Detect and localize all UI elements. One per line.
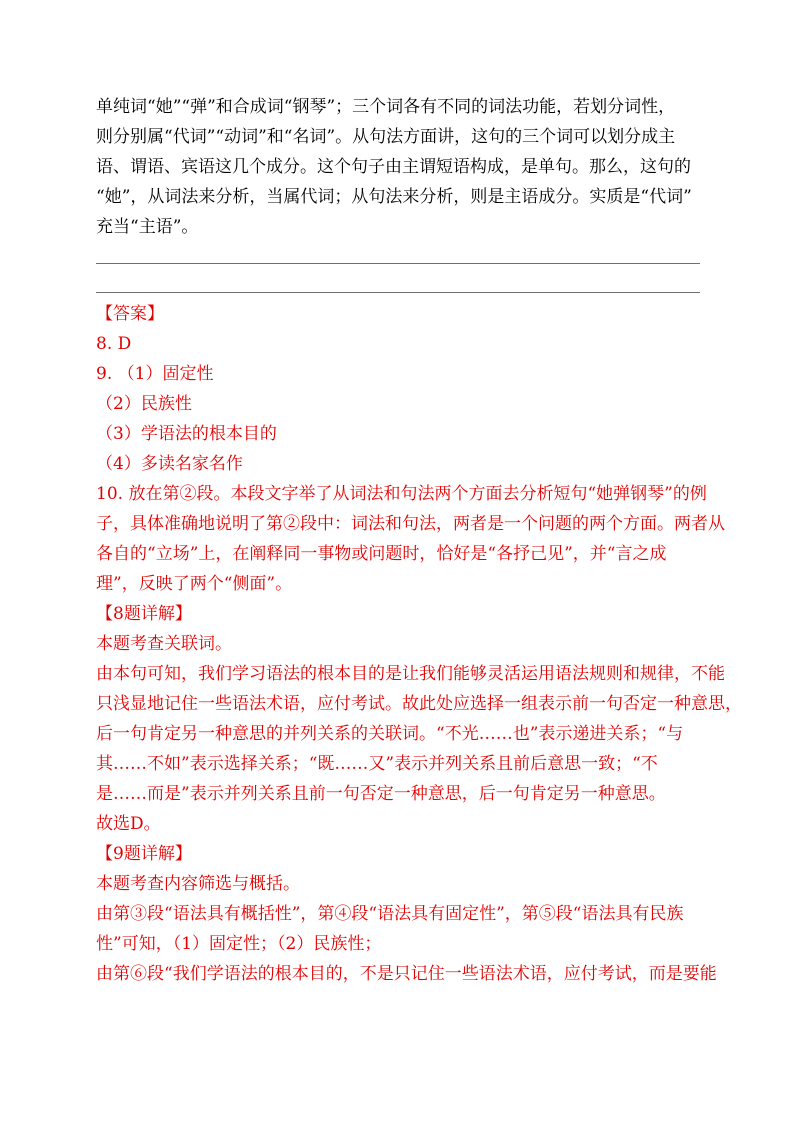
answer-heading: 【答案】 — [96, 304, 164, 324]
q8-line: 只浅显地记住一些语法术语，应付考试。故此处应选择一组表示前一句否定一种意思， — [96, 694, 742, 714]
q8-line: 其……不如”表示选择关系；“既……又”表示并列关系且前后意思一致；“不 — [96, 754, 658, 774]
passage-line: 语、谓语、宾语这几个成分。这个句子由主谓短语构成，是单句。那么，这句的 — [96, 157, 691, 177]
q9-line: 由第⑥段“我们学语法的根本目的，不是只记住一些语法术语，应付考试，而是要能 — [96, 964, 717, 984]
q9-intro: 本题考查内容筛选与概括。 — [96, 874, 300, 894]
passage-line: 则分别属“代词”“动词”和“名词”。从句法方面讲，这句的三个词可以划分成主 — [96, 127, 676, 147]
q9-line: 由第③段“语法具有概括性”，第④段“语法具有固定性”，第⑤段“语法具有民族 — [96, 904, 684, 924]
page-body — [96, 92, 742, 989]
q9-explanation — [96, 839, 717, 989]
passage-line: 充当“主语”。 — [96, 217, 199, 237]
q8-intro: 本题考查关联词。 — [96, 634, 232, 654]
q8-line: 是……而是”表示并列关系且前一句否定一种意思，后一句肯定另一种意思。 — [96, 784, 666, 804]
q9-line: 性”可知，（1）固定性；（2）民族性； — [96, 934, 382, 954]
q8-line: 由本句可知，我们学习语法的根本目的是让我们能够灵活运用语法规则和规律，不能 — [96, 664, 725, 684]
answer-item: 8. D — [96, 334, 132, 354]
answer-item: （3）学语法的根本目的 — [96, 424, 277, 444]
answer-list — [96, 329, 725, 599]
q8-heading: 【8题详解】 — [96, 604, 192, 624]
q8-explanation — [96, 599, 742, 839]
answer-item: （4）多读名家名作 — [96, 454, 243, 474]
q9-heading: 【9题详解】 — [96, 844, 192, 864]
answer-item: 10. 放在第②段。本段文字举了从词法和句法两个方面去分析短句“她弹钢琴”的例 — [96, 484, 707, 504]
answer-item: 子，具体准确地说明了第②段中：词法和句法，两者是一个问题的两个方面。两者从 — [96, 514, 725, 534]
q8-line: 后一句肯定另一种意思的并列关系的关联词。“不光……也”表示递进关系；“与 — [96, 724, 684, 744]
answer-item: 各自的“立场”上，在阐释同一事物或问题时，恰好是“各抒己见”，并“言之成 — [96, 544, 667, 564]
passage-block — [96, 92, 702, 242]
passage-line: “她”，从词法来分析，当属代词；从句法来分析，则是主语成分。实质是“代词” — [96, 187, 692, 207]
passage-line: 单纯词“她”“弹”和合成词“钢琴”；三个词各有不同的词法功能，若划分词性， — [96, 97, 676, 117]
answer-item: 9. （1）固定性 — [96, 364, 214, 384]
answer-item: （2）民族性 — [96, 394, 192, 414]
answer-item: 理”，反映了两个“侧面”。 — [96, 574, 293, 594]
q8-line: 故选D。 — [96, 814, 161, 834]
